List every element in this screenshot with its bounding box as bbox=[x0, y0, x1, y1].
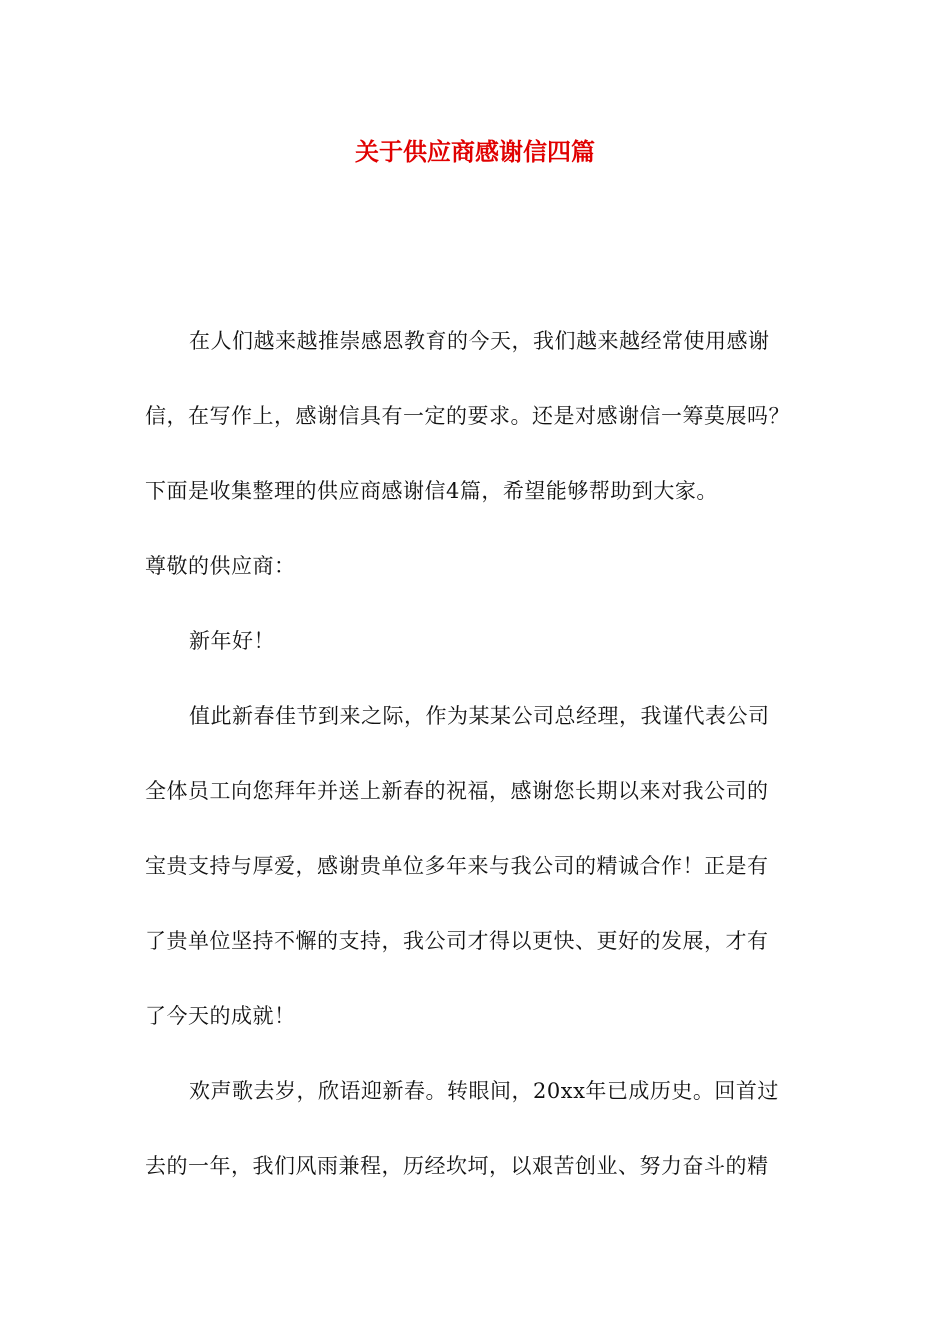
paragraph-line: 下面是收集整理的供应商感谢信4篇，希望能够帮助到大家。 bbox=[145, 479, 718, 503]
document-title: 关于供应商感谢信四篇 bbox=[355, 138, 595, 166]
paragraph-line: 了贵单位坚持不懈的支持，我公司才得以更快、更好的发展，才有 bbox=[145, 929, 769, 953]
paragraph-line: 信，在写作上，感谢信具有一定的要求。还是对感谢信一筹莫展吗？ bbox=[145, 404, 790, 428]
paragraph-line: 了今天的成就！ bbox=[145, 1004, 296, 1028]
paragraph-line: 在人们越来越推崇感恩教育的今天，我们越来越经常使用感谢 bbox=[189, 329, 770, 353]
letter-body bbox=[145, 318, 815, 1218]
paragraph-line: 值此新春佳节到来之际，作为某某公司总经理，我谨代表公司 bbox=[189, 704, 770, 728]
salutation: 尊敬的供应商： bbox=[145, 554, 296, 578]
paragraph-line: 去的一年，我们风雨兼程，历经坎坷，以艰苦创业、努力奋斗的精 bbox=[145, 1154, 769, 1178]
greeting: 新年好！ bbox=[189, 629, 275, 653]
paragraph-line: 欢声歌去岁，欣语迎新春。转眼间，20xx年已成历史。回首过 bbox=[189, 1079, 779, 1103]
paragraph-line: 全体员工向您拜年并送上新春的祝福，感谢您长期以来对我公司的 bbox=[145, 779, 769, 803]
paragraph-line: 宝贵支持与厚爱，感谢贵单位多年来与我公司的精诚合作！正是有 bbox=[145, 854, 769, 878]
